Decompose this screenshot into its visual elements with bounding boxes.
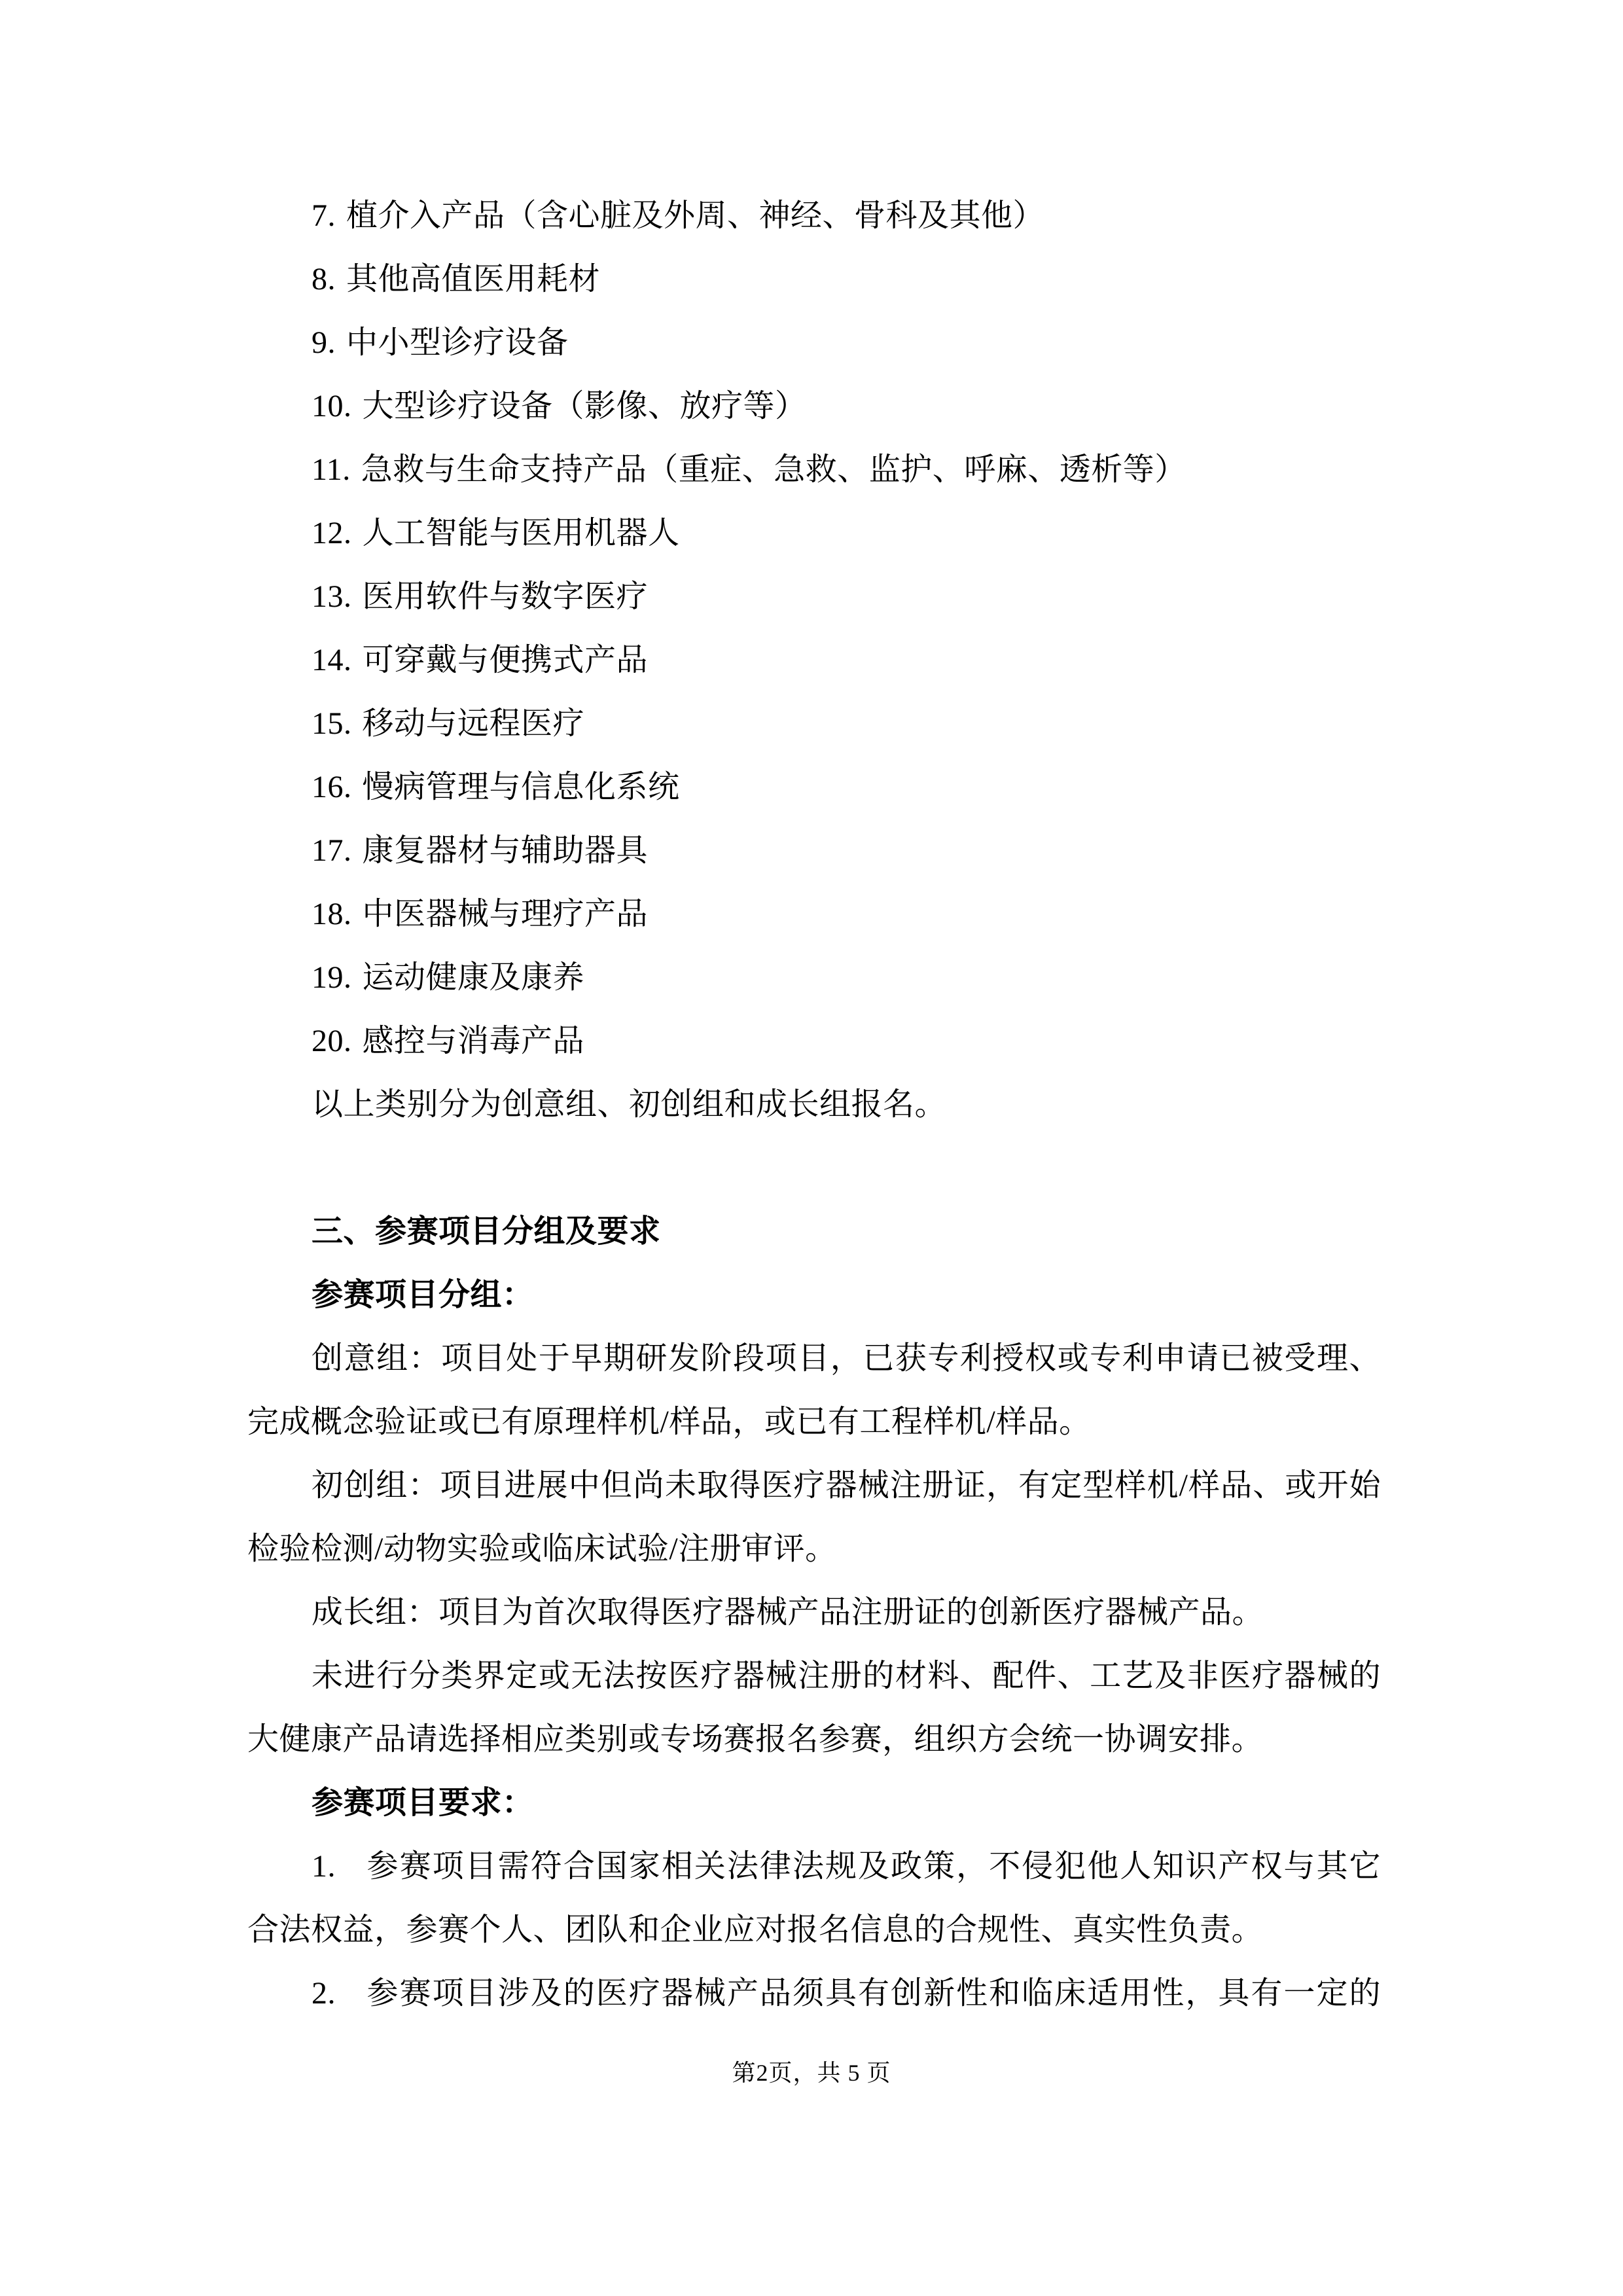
requirement-number: 2.	[312, 1976, 336, 2011]
page-footer: 第2页，共 5 页	[732, 2060, 891, 2086]
category-item	[247, 565, 1381, 628]
item-number: 10.	[312, 389, 352, 423]
item-number: 17.	[312, 833, 352, 868]
category-item	[247, 819, 1381, 882]
requirements-subheading: 参赛项目要求：	[312, 1785, 534, 1820]
item-number: 15.	[312, 706, 352, 741]
item-number: 9.	[312, 325, 336, 360]
item-text: 其他高值医用耗材	[346, 262, 601, 296]
item-number: 16.	[312, 770, 352, 804]
category-item	[247, 628, 1381, 692]
item-text: 移动与远程医疗	[362, 706, 585, 741]
category-item	[247, 882, 1381, 946]
blank-line	[247, 1136, 1381, 1200]
category-item	[247, 247, 1381, 311]
closing-note: 以上类别分为创意组、初创组和成长组报名。	[312, 1087, 947, 1122]
growth-group-line: 成长组：项目为首次取得医疗器械产品注册证的创新医疗器械产品。	[312, 1595, 1264, 1630]
item-number: 14.	[312, 643, 352, 677]
item-text: 可穿戴与便携式产品	[362, 643, 649, 677]
requirement-item-continuation: 合法权益，参赛个人、团队和企业应对报名信息的合规性、真实性负责。	[247, 1912, 1264, 1947]
requirement-text: 参赛项目涉及的医疗器械产品须具有创新性和临床适用性，具有一定的	[366, 1976, 1381, 2011]
category-item	[247, 755, 1381, 819]
category-item	[247, 501, 1381, 565]
requirement-text: 参赛项目需符合国家相关法律法规及政策，不侵犯他人知识产权与其它	[366, 1849, 1381, 1884]
item-number: 19.	[312, 960, 352, 995]
item-number: 20.	[312, 1024, 352, 1058]
category-item	[247, 374, 1381, 438]
item-text: 人工智能与医用机器人	[362, 516, 680, 550]
creative-group-line: 创意组：项目处于早期研发阶段项目，已获专利授权或专利申请已被受理、	[312, 1341, 1381, 1376]
item-text: 慢病管理与信息化系统	[362, 770, 680, 804]
item-text: 急救与生命支持产品（重症、急救、监护、呼麻、透析等）	[361, 452, 1186, 487]
item-number: 11.	[312, 452, 351, 487]
item-number: 8.	[312, 262, 336, 296]
item-text: 医用软件与数字医疗	[362, 579, 649, 614]
startup-group-line: 检验检测/动物实验或临床试验/注册审评。	[247, 1532, 837, 1566]
item-text: 植介入产品（含心脏及外周、神经、骨科及其他）	[346, 198, 1045, 233]
grouping-subheading: 参赛项目分组：	[312, 1278, 534, 1312]
item-number: 7.	[312, 198, 336, 233]
requirement-item	[247, 1962, 1381, 2025]
unclassified-products-line: 大健康产品请选择相应类别或专场赛报名参赛，组织方会统一协调安排。	[247, 1722, 1264, 1757]
item-number: 12.	[312, 516, 352, 550]
item-text: 大型诊疗设备（影像、放疗等）	[362, 389, 807, 423]
category-item	[247, 692, 1381, 755]
item-text: 中小型诊疗设备	[346, 325, 569, 360]
creative-group-line: 完成概念验证或已有原理样机/样品，或已有工程样机/样品。	[247, 1405, 1091, 1439]
category-item	[247, 311, 1381, 374]
category-item	[247, 1009, 1381, 1073]
item-text: 运动健康及康养	[362, 960, 585, 995]
item-number: 18.	[312, 897, 352, 931]
startup-group-line: 初创组：项目进展中但尚未取得医疗器械注册证，有定型样机/样品、或开始	[312, 1468, 1381, 1503]
requirement-number: 1.	[312, 1849, 336, 1884]
item-number: 13.	[312, 579, 352, 614]
requirement-item	[247, 1835, 1381, 1898]
document-body	[247, 184, 1381, 2025]
category-item	[247, 184, 1381, 247]
item-text: 康复器材与辅助器具	[362, 833, 649, 868]
item-text: 感控与消毒产品	[362, 1024, 585, 1058]
section-heading: 三、参赛项目分组及要求	[312, 1214, 661, 1249]
category-item	[247, 438, 1381, 501]
item-text: 中医器械与理疗产品	[362, 897, 649, 931]
unclassified-products-line: 未进行分类界定或无法按医疗器械注册的材料、配件、工艺及非医疗器械的	[312, 1659, 1381, 1693]
category-item	[247, 946, 1381, 1009]
